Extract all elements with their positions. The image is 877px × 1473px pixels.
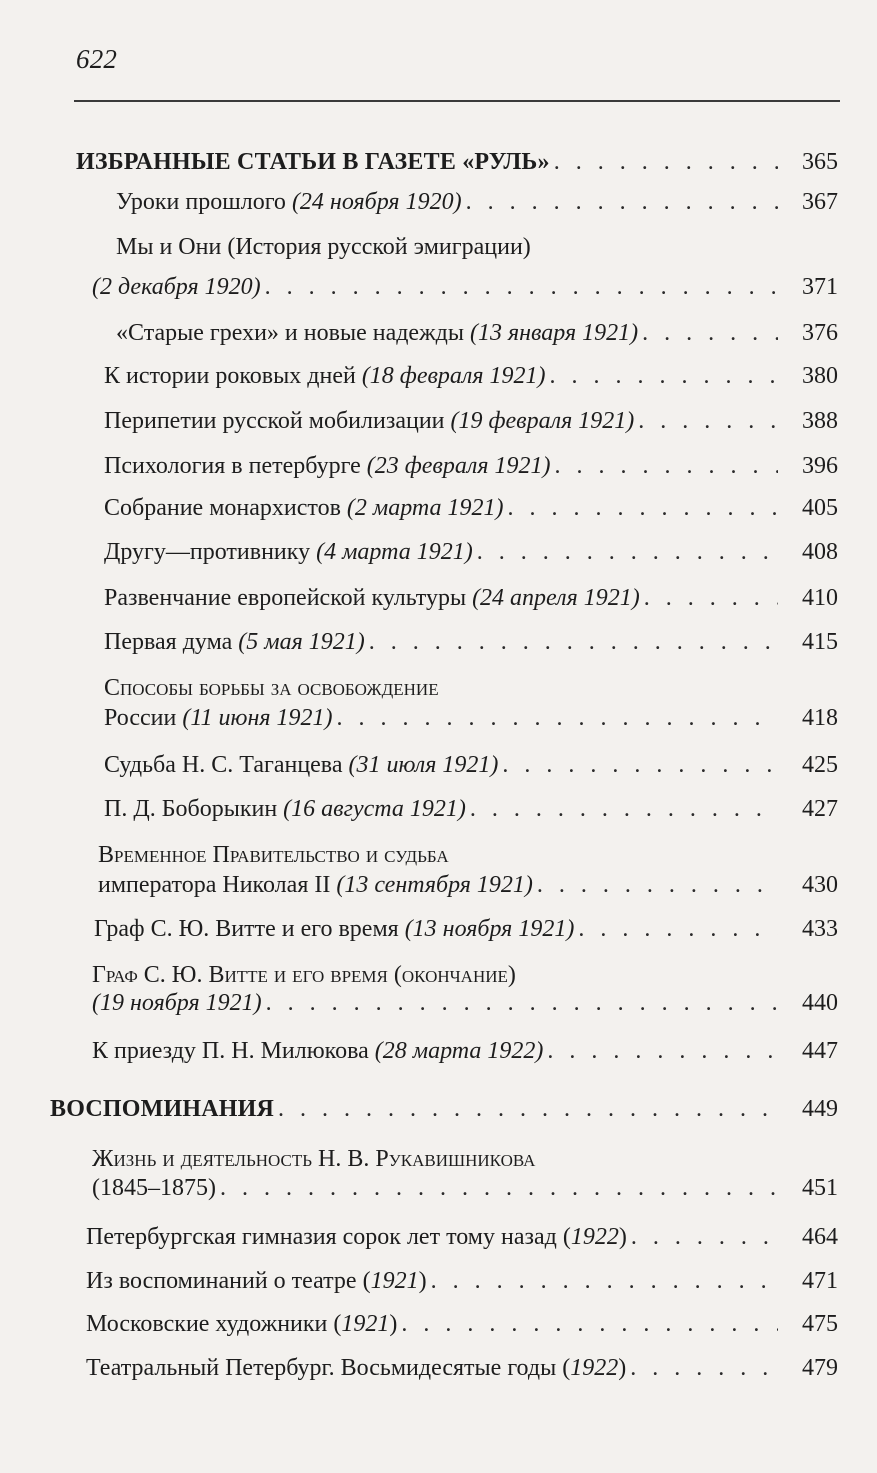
toc-entry-title: П. Д. Боборыкин [104,796,278,822]
toc-entry-close-paren: ) [618,1224,627,1250]
toc-page-number: 405 [802,495,838,521]
toc-dot-leader [554,147,778,177]
toc-entry-date: (28 марта 1922) [374,1038,544,1064]
toc-entry [104,583,838,613]
toc-dot-leader [554,451,778,481]
toc-section-title: ВОСПОМИНАНИЯ [50,1096,275,1122]
toc-entry-title: Развенчание европейской культуры [104,585,467,611]
toc-entry-close-paren: ) [418,1268,427,1294]
toc-entry-title: Способы борьбы за освобождение [104,675,439,701]
toc-entry-date: (16 августа 1921) [283,796,466,822]
toc-page-number: 479 [802,1355,838,1381]
toc-entry [104,406,838,436]
toc-entry-title: Уроки прошлого [116,189,286,215]
toc-entry [104,493,838,523]
toc-section-rul [76,147,838,177]
toc-dot-leader [278,1094,778,1124]
toc-entry-date: (1845–1875) [92,1175,216,1201]
toc-page-number: 449 [802,1096,838,1122]
toc-page-number: 371 [802,274,838,300]
toc-section-memoirs [50,1094,838,1124]
toc-dot-leader [644,583,778,613]
toc-entry-date: (19 февраля 1921) [450,408,635,434]
toc-entry-date: (23 февраля 1921) [366,453,551,479]
toc-entry [104,703,838,733]
toc-page-number: 433 [802,916,838,942]
toc-page-number: 408 [802,539,838,565]
toc-entry [86,1309,838,1339]
toc-entry-title: России [104,705,177,731]
toc-entry [104,361,838,391]
toc-section-title: ИЗБРАННЫЕ СТАТЬИ В ГАЗЕТЕ «РУЛЬ» [76,149,550,175]
toc-page-number: 365 [802,149,838,175]
toc-entry [92,272,838,302]
toc-entry [92,1173,838,1203]
toc-entry [104,627,838,657]
toc-entry-title: Перипетии русской мобилизации [104,408,445,434]
toc-entry-title: Мы и Они (История русской эмиграции) [116,234,531,260]
toc-dot-leader [502,750,778,780]
toc-entry [92,988,838,1018]
toc-entry [98,870,838,900]
toc-dot-leader [642,318,778,348]
toc-entry-title: Театральный Петербург. Восьмидесятые годы ( [86,1355,571,1381]
toc-entry-title: К истории роковых дней [104,363,356,389]
toc-page-number: 388 [802,408,838,434]
toc-entry-date: (18 февраля 1921) [361,363,546,389]
toc-dot-leader [337,703,778,733]
toc-dot-leader [266,988,778,1018]
toc-entry-date: (13 сентября 1921) [336,872,533,898]
toc-page-number: 440 [802,990,838,1016]
toc-dot-leader [638,406,778,436]
toc-entry [116,187,838,217]
toc-entry-title: императора Николая II [98,872,331,898]
toc-entry-title: Жизнь и деятельность Н. В. Рукавишникова [92,1146,536,1172]
toc-page-number: 415 [802,629,838,655]
toc-entry-date: (19 ноября 1921) [92,990,262,1016]
toc-entry-title: Петербургская гимназия сорок лет тому назад ( [86,1224,571,1250]
toc-entry-title: Собрание монархистов [104,495,341,521]
toc-page-number: 451 [802,1175,838,1201]
toc-entry [104,794,838,824]
toc-entry-date: (5 мая 1921) [238,629,365,655]
page-number: 622 [76,44,118,74]
toc-page-number: 475 [802,1311,838,1337]
toc-entry-date: (11 июня 1921) [182,705,333,731]
toc-entry-date: (4 марта 1921) [316,539,473,565]
toc-entry-title: Судьба Н. С. Таганцева [104,752,343,778]
toc-dot-leader [578,914,778,944]
toc-dot-leader [547,1036,778,1066]
toc-dot-leader [369,627,778,657]
toc-entry-date: (2 декабря 1920) [92,274,261,300]
toc-entry [104,537,838,567]
toc-entry-close-paren: ) [618,1355,627,1381]
toc-page-number: 367 [802,189,838,215]
toc-dot-leader [630,1353,778,1383]
toc-page-number: 425 [802,752,838,778]
toc-entry-date: (2 марта 1921) [346,495,504,521]
toc-entry-title: Граф С. Ю. Витте и его время [94,916,399,942]
toc-entry-title: Временное Правительство и судьба [98,842,449,868]
toc-entry [86,1222,838,1252]
toc-dot-leader [466,187,778,217]
toc-dot-leader [470,794,778,824]
toc-dot-leader [220,1173,778,1203]
toc-dot-leader [537,870,778,900]
toc-entry [86,1353,838,1383]
toc-dot-leader [401,1309,778,1339]
toc-page-number: 396 [802,453,838,479]
toc-page-number: 430 [802,872,838,898]
toc-entry-year: 1922 [570,1224,619,1250]
toc-entry [92,1036,838,1066]
toc-dot-leader [550,361,778,391]
toc-entry-title: «Старые грехи» и новые надежды [116,320,464,346]
toc-entry-title: К приезду П. Н. Милюкова [92,1038,369,1064]
toc-dot-leader [477,537,778,567]
toc-page-number: 380 [802,363,838,389]
toc-entry-date: (13 января 1921) [470,320,639,346]
toc-entry-date: (31 июля 1921) [348,752,499,778]
toc-page-number: 447 [802,1038,838,1064]
toc-entry-title: Первая дума [104,629,233,655]
toc-dot-leader [508,493,778,523]
toc-page-number: 464 [802,1224,838,1250]
toc-entry [86,1266,838,1296]
toc-entry-close-paren: ) [389,1311,398,1337]
toc-page-number: 471 [802,1268,838,1294]
toc-entry-date: (13 ноября 1921) [404,916,575,942]
toc-entry-title: Из воспоминаний о театре ( [86,1268,371,1294]
toc-entry [104,451,838,481]
toc-entry-title: Московские художники ( [86,1311,342,1337]
toc-dot-leader [631,1222,778,1252]
toc-entry-date: (24 апреля 1921) [472,585,640,611]
toc-entry-date: (24 ноября 1920) [291,189,462,215]
toc-page-number: 418 [802,705,838,731]
toc-dot-leader [265,272,778,302]
toc-page-number: 376 [802,320,838,346]
toc-entry [104,750,838,780]
toc-page-number: 427 [802,796,838,822]
toc-entry-title: Граф С. Ю. Витте и его время (окончание) [92,962,516,988]
toc-entry-title: Психология в петербурге [104,453,361,479]
toc-entry [116,318,838,348]
toc-entry-title: Другу—противнику [104,539,311,565]
toc-entry-year: 1921 [370,1268,419,1294]
toc-entry-year: 1922 [570,1355,619,1381]
toc-dot-leader [431,1266,778,1296]
toc-page-number: 410 [802,585,838,611]
toc-entry-year: 1921 [341,1311,390,1337]
toc-entry [94,914,838,944]
